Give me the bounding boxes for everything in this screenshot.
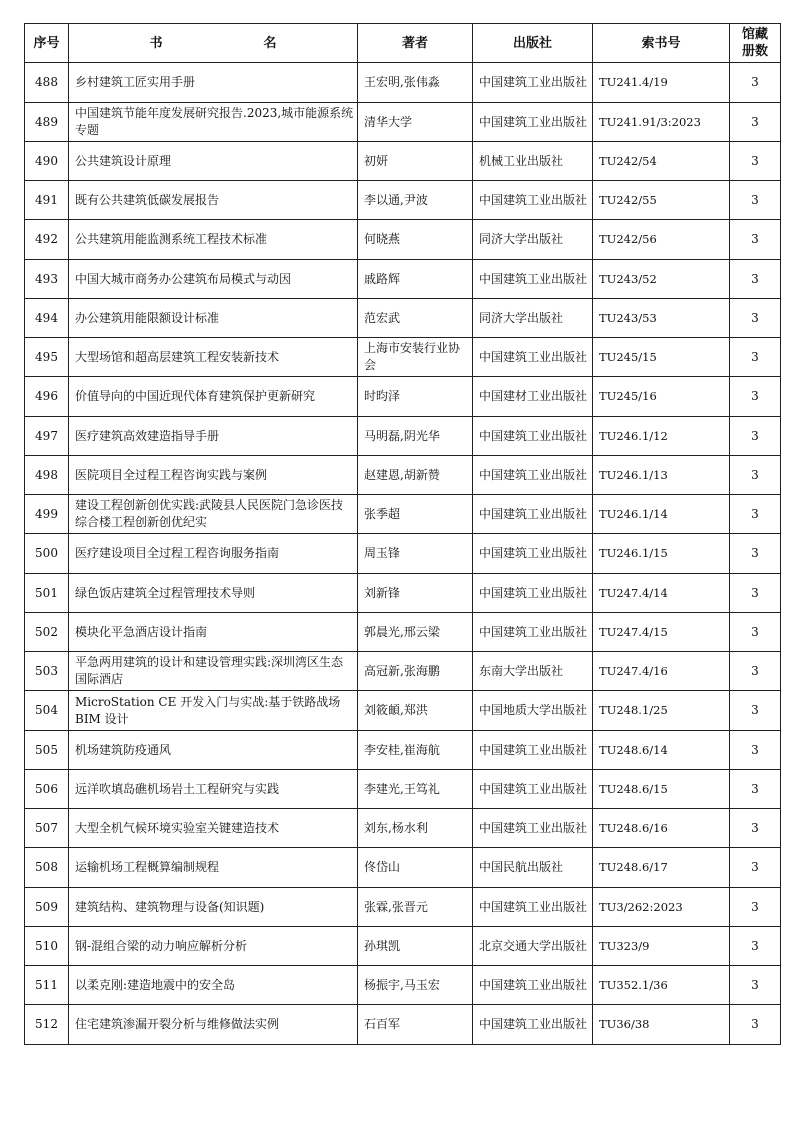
book-publisher: 中国建筑工业出版社 xyxy=(473,966,593,1005)
row-number: 510 xyxy=(25,927,69,966)
table-body xyxy=(25,63,781,1045)
call-number: TU248.6/16 xyxy=(593,809,730,848)
copies-count: 3 xyxy=(730,927,781,966)
book-author: 初妍 xyxy=(358,142,473,181)
copies-count: 3 xyxy=(730,770,781,809)
table-row xyxy=(25,456,781,495)
book-author: 张霖,张晋元 xyxy=(358,888,473,927)
book-title: 价值导向的中国近现代体育建筑保护更新研究 xyxy=(69,377,358,417)
book-publisher: 中国建筑工业出版社 xyxy=(473,534,593,574)
book-publisher: 中国建筑工业出版社 xyxy=(473,181,593,220)
row-number: 495 xyxy=(25,338,69,377)
header-title xyxy=(69,24,358,63)
book-publisher: 北京交通大学出版社 xyxy=(473,927,593,966)
book-publisher: 东南大学出版社 xyxy=(473,652,593,691)
copies-count: 3 xyxy=(730,534,781,574)
call-number: TU243/53 xyxy=(593,299,730,338)
call-number: TU246.1/14 xyxy=(593,495,730,534)
table-row xyxy=(25,848,781,888)
copies-count: 3 xyxy=(730,966,781,1005)
row-number: 507 xyxy=(25,809,69,848)
table-row xyxy=(25,260,781,299)
call-number: TU246.1/12 xyxy=(593,417,730,456)
call-number: TU3/262:2023 xyxy=(593,888,730,927)
book-author: 孙琪凯 xyxy=(358,927,473,966)
book-publisher: 中国建筑工业出版社 xyxy=(473,417,593,456)
header-call-number: 索书号 xyxy=(593,24,730,63)
call-number: TU242/54 xyxy=(593,142,730,181)
row-number: 504 xyxy=(25,691,69,731)
book-author: 石百军 xyxy=(358,1005,473,1045)
book-publisher: 中国地质大学出版社 xyxy=(473,691,593,731)
book-author: 清华大学 xyxy=(358,103,473,142)
table-row xyxy=(25,299,781,338)
book-publisher: 中国建筑工业出版社 xyxy=(473,63,593,103)
book-author: 李建光,王笃礼 xyxy=(358,770,473,809)
call-number: TU245/15 xyxy=(593,338,730,377)
row-number: 498 xyxy=(25,456,69,495)
catalog-page xyxy=(24,23,780,1045)
book-publisher: 中国建筑工业出版社 xyxy=(473,456,593,495)
header-author: 著者 xyxy=(358,24,473,63)
copies-count: 3 xyxy=(730,181,781,220)
table-row xyxy=(25,966,781,1005)
table-row xyxy=(25,809,781,848)
table-row xyxy=(25,377,781,417)
table-row xyxy=(25,927,781,966)
book-author: 杨振宇,马玉宏 xyxy=(358,966,473,1005)
book-title: 建筑结构、建筑物理与设备(知识题) xyxy=(69,888,358,927)
row-number: 499 xyxy=(25,495,69,534)
copies-count: 3 xyxy=(730,652,781,691)
call-number: TU247.4/14 xyxy=(593,574,730,613)
book-title: 办公建筑用能限额设计标准 xyxy=(69,299,358,338)
row-number: 502 xyxy=(25,613,69,652)
book-author: 周玉锋 xyxy=(358,534,473,574)
table-row xyxy=(25,338,781,377)
book-title: 乡村建筑工匠实用手册 xyxy=(69,63,358,103)
call-number: TU248.6/15 xyxy=(593,770,730,809)
call-number: TU243/52 xyxy=(593,260,730,299)
table-row xyxy=(25,770,781,809)
table-row xyxy=(25,534,781,574)
book-author: 刘新锋 xyxy=(358,574,473,613)
book-publisher: 中国建筑工业出版社 xyxy=(473,809,593,848)
book-title: 机场建筑防疫通风 xyxy=(69,731,358,770)
book-publisher: 中国建筑工业出版社 xyxy=(473,770,593,809)
call-number: TU323/9 xyxy=(593,927,730,966)
book-publisher: 机械工业出版社 xyxy=(473,142,593,181)
copies-count: 3 xyxy=(730,260,781,299)
table-row xyxy=(25,1005,781,1045)
book-publisher: 中国建筑工业出版社 xyxy=(473,103,593,142)
call-number: TU242/55 xyxy=(593,181,730,220)
book-title: 住宅建筑渗漏开裂分析与维修做法实例 xyxy=(69,1005,358,1045)
call-number: TU36/38 xyxy=(593,1005,730,1045)
table-row xyxy=(25,652,781,691)
copies-count: 3 xyxy=(730,613,781,652)
call-number: TU248.6/17 xyxy=(593,848,730,888)
book-author: 高冠新,张海鹏 xyxy=(358,652,473,691)
row-number: 491 xyxy=(25,181,69,220)
book-author: 刘筱頔,郑洪 xyxy=(358,691,473,731)
book-author: 张季超 xyxy=(358,495,473,534)
book-author: 佟岱山 xyxy=(358,848,473,888)
book-title: 建设工程创新创优实践:武陵县人民医院门急诊医技综合楼工程创新创优纪实 xyxy=(69,495,358,534)
book-author: 刘东,杨水利 xyxy=(358,809,473,848)
book-title: 公共建筑设计原理 xyxy=(69,142,358,181)
book-author: 马明磊,阴光华 xyxy=(358,417,473,456)
row-number: 497 xyxy=(25,417,69,456)
book-title: 大型全机气候环境实验室关键建造技术 xyxy=(69,809,358,848)
row-number: 496 xyxy=(25,377,69,417)
row-number: 488 xyxy=(25,63,69,103)
book-publisher: 中国建筑工业出版社 xyxy=(473,888,593,927)
call-number: TU246.1/13 xyxy=(593,456,730,495)
book-title: 大型场馆和超高层建筑工程安装新技术 xyxy=(69,338,358,377)
copies-count: 3 xyxy=(730,142,781,181)
book-publisher: 中国建筑工业出版社 xyxy=(473,1005,593,1045)
book-title: 以柔克刚:建造地震中的安全岛 xyxy=(69,966,358,1005)
copies-count: 3 xyxy=(730,63,781,103)
table-row xyxy=(25,63,781,103)
table-header-row xyxy=(25,24,781,63)
book-title: 医疗建筑高效建造指导手册 xyxy=(69,417,358,456)
call-number: TU352.1/36 xyxy=(593,966,730,1005)
call-number: TU242/56 xyxy=(593,220,730,260)
copies-count: 3 xyxy=(730,731,781,770)
call-number: TU241.4/19 xyxy=(593,63,730,103)
book-title: 钢-混组合梁的动力响应解析分析 xyxy=(69,927,358,966)
book-author: 郭晨光,邢云梁 xyxy=(358,613,473,652)
header-copies-line1: 馆藏 xyxy=(741,27,768,42)
book-publisher: 中国民航出版社 xyxy=(473,848,593,888)
copies-count: 3 xyxy=(730,417,781,456)
row-number: 500 xyxy=(25,534,69,574)
book-title: 中国大城市商务办公建筑布局模式与动因 xyxy=(69,260,358,299)
row-number: 509 xyxy=(25,888,69,927)
table-row xyxy=(25,220,781,260)
book-title: 平急两用建筑的设计和建设管理实践:深圳湾区生态国际酒店 xyxy=(69,652,358,691)
table-row xyxy=(25,731,781,770)
row-number: 492 xyxy=(25,220,69,260)
book-publisher: 中国建筑工业出版社 xyxy=(473,613,593,652)
copies-count: 3 xyxy=(730,299,781,338)
book-author: 李以通,尹波 xyxy=(358,181,473,220)
book-author: 王宏明,张伟淼 xyxy=(358,63,473,103)
row-number: 489 xyxy=(25,103,69,142)
call-number: TU248.1/25 xyxy=(593,691,730,731)
copies-count: 3 xyxy=(730,103,781,142)
book-publisher: 中国建材工业出版社 xyxy=(473,377,593,417)
table-row xyxy=(25,417,781,456)
copies-count: 3 xyxy=(730,574,781,613)
table-row xyxy=(25,691,781,731)
copies-count: 3 xyxy=(730,338,781,377)
copies-count: 3 xyxy=(730,1005,781,1045)
table-row xyxy=(25,142,781,181)
book-title: MicroStation CE 开发入门与实战:基于铁路战场 BIM 设计 xyxy=(69,691,358,731)
book-author: 上海市安装行业协会 xyxy=(358,338,473,377)
book-author: 时昀泽 xyxy=(358,377,473,417)
call-number: TU248.6/14 xyxy=(593,731,730,770)
book-publisher: 中国建筑工业出版社 xyxy=(473,574,593,613)
table-row xyxy=(25,574,781,613)
row-number: 490 xyxy=(25,142,69,181)
book-title: 绿色饭店建筑全过程管理技术导则 xyxy=(69,574,358,613)
call-number: TU245/16 xyxy=(593,377,730,417)
call-number: TU241.91/3:2023 xyxy=(593,103,730,142)
book-publisher: 同济大学出版社 xyxy=(473,220,593,260)
table-row xyxy=(25,181,781,220)
header-copies-line2: 册数 xyxy=(741,44,768,59)
row-number: 505 xyxy=(25,731,69,770)
row-number: 511 xyxy=(25,966,69,1005)
book-author: 戚路辉 xyxy=(358,260,473,299)
book-title: 既有公共建筑低碳发展报告 xyxy=(69,181,358,220)
call-number: TU247.4/15 xyxy=(593,613,730,652)
header-no: 序号 xyxy=(25,24,69,63)
call-number: TU246.1/15 xyxy=(593,534,730,574)
book-catalog-table xyxy=(24,23,781,1045)
copies-count: 3 xyxy=(730,848,781,888)
header-title-text: 书 名 xyxy=(149,35,321,51)
row-number: 493 xyxy=(25,260,69,299)
table-row xyxy=(25,888,781,927)
book-author: 赵建恩,胡新赞 xyxy=(358,456,473,495)
row-number: 501 xyxy=(25,574,69,613)
copies-count: 3 xyxy=(730,809,781,848)
row-number: 508 xyxy=(25,848,69,888)
row-number: 506 xyxy=(25,770,69,809)
book-title: 远洋吹填岛礁机场岩土工程研究与实践 xyxy=(69,770,358,809)
book-author: 何晓燕 xyxy=(358,220,473,260)
row-number: 503 xyxy=(25,652,69,691)
header-publisher: 出版社 xyxy=(473,24,593,63)
table-row xyxy=(25,613,781,652)
table-row xyxy=(25,495,781,534)
book-title: 运输机场工程概算编制规程 xyxy=(69,848,358,888)
book-author: 李安桂,崔海航 xyxy=(358,731,473,770)
copies-count: 3 xyxy=(730,377,781,417)
row-number: 494 xyxy=(25,299,69,338)
book-title: 模块化平急酒店设计指南 xyxy=(69,613,358,652)
book-title: 医院项目全过程工程咨询实践与案例 xyxy=(69,456,358,495)
header-copies xyxy=(730,24,781,63)
call-number: TU247.4/16 xyxy=(593,652,730,691)
copies-count: 3 xyxy=(730,456,781,495)
book-author: 范宏武 xyxy=(358,299,473,338)
book-publisher: 中国建筑工业出版社 xyxy=(473,731,593,770)
copies-count: 3 xyxy=(730,888,781,927)
book-publisher: 中国建筑工业出版社 xyxy=(473,260,593,299)
row-number: 512 xyxy=(25,1005,69,1045)
book-publisher: 中国建筑工业出版社 xyxy=(473,338,593,377)
book-publisher: 同济大学出版社 xyxy=(473,299,593,338)
table-row xyxy=(25,103,781,142)
copies-count: 3 xyxy=(730,220,781,260)
copies-count: 3 xyxy=(730,495,781,534)
book-title: 医疗建设项目全过程工程咨询服务指南 xyxy=(69,534,358,574)
book-publisher: 中国建筑工业出版社 xyxy=(473,495,593,534)
book-title: 公共建筑用能监测系统工程技术标准 xyxy=(69,220,358,260)
copies-count: 3 xyxy=(730,691,781,731)
book-title: 中国建筑节能年度发展研究报告.2023,城市能源系统专题 xyxy=(69,103,358,142)
